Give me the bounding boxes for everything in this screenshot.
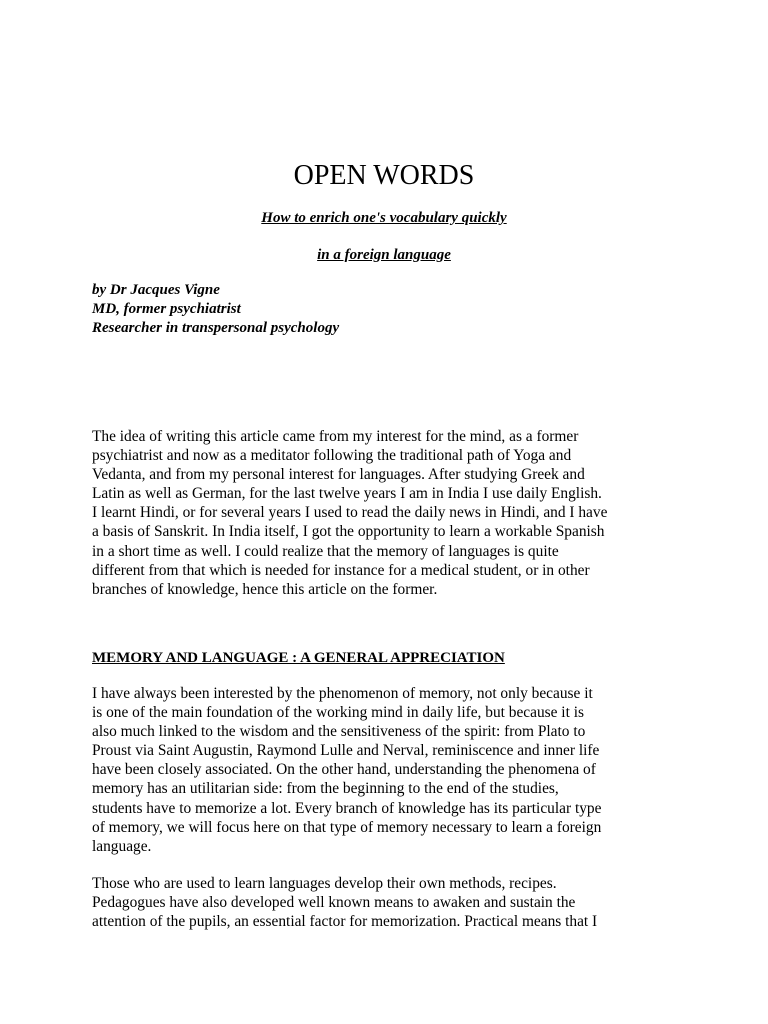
intro-line: psychiatrist and now as a meditator following the traditional path of Yoga and (92, 447, 572, 465)
intro-line: Latin as well as German, for the last twelve years I am in India I use daily English. (92, 485, 602, 503)
paragraph-line: language. (92, 837, 152, 855)
subtitle-line-2: in a foreign language (317, 247, 451, 263)
author-block (92, 281, 339, 338)
intro-line: The idea of writing this article came from my interest for the mind, as a former (92, 428, 579, 445)
intro-line: Vedanta, and from my personal interest for languages. After studying Greek and (92, 466, 585, 484)
intro-line: branches of knowledge, hence this article on the former. (92, 580, 438, 598)
paragraph-line: I have always been interested by the phenomenon of memory, not only because it (92, 685, 593, 702)
paragraph-line: is one of the main foundation of the working mind in daily life, but because it is (92, 704, 584, 722)
intro-line: I learnt Hindi, or for several years I used to read the daily news in Hindi, and I have (92, 504, 608, 522)
paragraph-line: students have to memorize a lot. Every branch of knowledge has its particular type (92, 799, 602, 817)
paragraph-line: have been closely associated. On the other hand, understanding the phenomena of (92, 761, 596, 779)
intro-line: different from that which is needed for instance for a medical student, or in other (92, 561, 590, 579)
paragraph-line: of memory, we will focus here on that type of memory necessary to learn a foreign (92, 818, 602, 836)
author-role: Researcher in transpersonal psychology (92, 320, 340, 336)
paragraph-line: Pedagogues have also developed well known means to awaken and sustain the (92, 894, 576, 912)
section-paragraph-2 (92, 874, 682, 931)
paragraph-line: memory has an utilitarian side: from the beginning to the end of the studies, (92, 780, 559, 798)
section-heading: MEMORY AND LANGUAGE : A GENERAL APPRECIATION (92, 650, 505, 666)
intro-line: in a short time as well. I could realize that the memory of languages is quite (92, 542, 559, 560)
intro-paragraph (92, 427, 682, 599)
paragraph-line: Proust via Saint Augustin, Raymond Lulle and Nerval, reminiscence and inner life (92, 742, 600, 760)
author-name: by Dr Jacques Vigne (92, 282, 220, 298)
subtitle-line-1: How to enrich one's vocabulary quickly (261, 210, 507, 226)
intro-line: a basis of Sanskrit. In India itself, I got the opportunity to learn a workable Spanish (92, 523, 605, 541)
section-paragraph-1 (92, 684, 682, 856)
paragraph-line: Those who are used to learn languages develop their own methods, recipes. (92, 875, 557, 892)
author-credential: MD, former psychiatrist (92, 301, 241, 317)
paragraph-line: attention of the pupils, an essential factor for memorization. Practical means that I (92, 913, 598, 931)
paragraph-line: also much linked to the wisdom and the sensitiveness of the spirit: from Plato to (92, 723, 586, 741)
document-title: OPEN WORDS (293, 160, 475, 191)
